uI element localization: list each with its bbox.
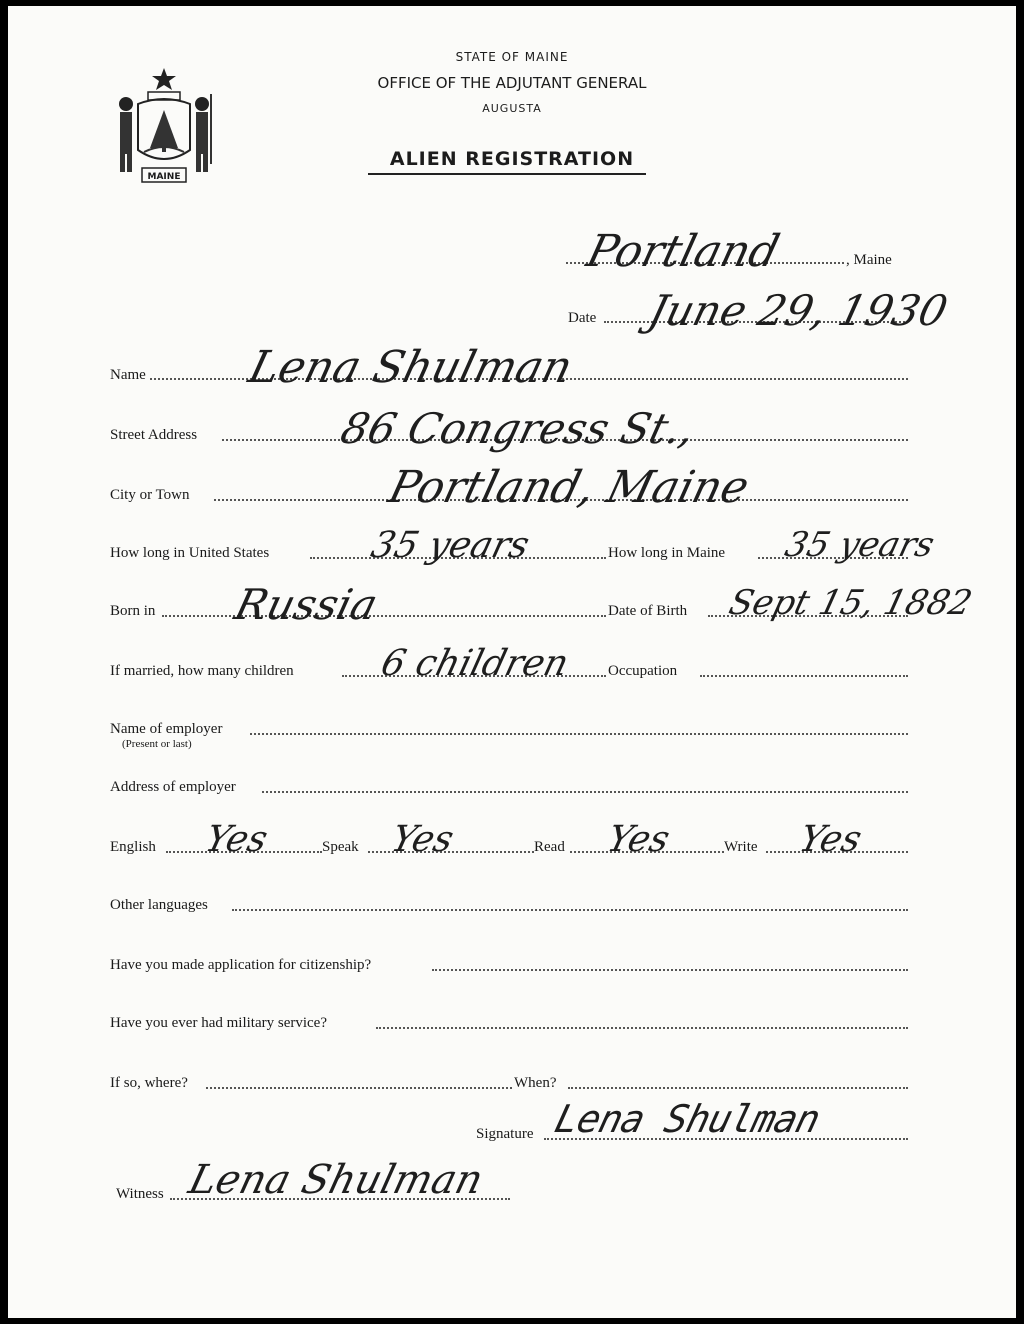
city-value: Portland, Maine (383, 462, 755, 513)
form-title: ALIEN REGISTRATION (389, 148, 635, 170)
where-label: If so, where? (110, 1075, 188, 1091)
children-row (0, 643, 1024, 692)
dob-value: Sept 15, 1882 (725, 583, 977, 623)
signature-value: Lena Shulman (550, 1097, 825, 1141)
city-row (0, 462, 1024, 516)
witness-label: Witness (116, 1186, 164, 1202)
title-underline (368, 173, 646, 175)
street-value: 86 Congress St., (336, 404, 701, 453)
other-languages-label: Other languages (110, 897, 208, 913)
speak-label: Speak (322, 839, 359, 855)
employer-address-label: Address of employer (110, 779, 236, 795)
children-value: 6 children (377, 643, 573, 684)
header-office: OFFICE OF THE ADJUTANT GENERAL (377, 74, 647, 92)
place-suffix: , Maine (846, 252, 892, 268)
other-languages-row (0, 888, 1024, 928)
dob-label: Date of Birth (608, 603, 688, 619)
occupation-label: Occupation (608, 663, 678, 679)
birth-row (0, 580, 1024, 632)
born-value: Russia (230, 580, 383, 629)
signature-label: Signature (476, 1126, 534, 1142)
witness-value: Lena Shulman (184, 1157, 488, 1203)
born-label: Born in (110, 603, 156, 619)
maine-value: 35 years (781, 525, 939, 565)
english-value: Yes (201, 819, 272, 860)
name-value: Lena Shulman (243, 342, 578, 393)
english-label: English (110, 839, 156, 855)
seal-banner-text: MAINE (147, 172, 181, 182)
read-label: Read (534, 839, 565, 855)
date-value: June 29, 1930 (644, 286, 953, 335)
city-label: City or Town (110, 487, 190, 503)
language-row (0, 819, 1024, 868)
employer-sublabel: (Present or last) (122, 738, 192, 750)
military-row (0, 1006, 1024, 1046)
maine-label: How long in Maine (608, 545, 726, 561)
when-label: When? (514, 1075, 557, 1091)
write-label: Write (724, 839, 758, 855)
street-row (0, 404, 1024, 456)
employer-row (0, 712, 1024, 752)
date-row (0, 286, 1024, 338)
name-row (0, 342, 1024, 396)
children-label: If married, how many children (110, 663, 294, 679)
place-value: Portland (581, 226, 785, 277)
name-label: Name (110, 367, 146, 383)
street-label: Street Address (110, 427, 198, 443)
where-when-row (0, 1066, 1024, 1106)
signature-row (0, 1097, 1024, 1156)
read-value: Yes (603, 819, 674, 860)
witness-row (0, 1157, 1024, 1214)
residence-row (0, 525, 1024, 574)
write-value: Yes (795, 819, 866, 860)
citizenship-row (0, 948, 1024, 988)
speak-value: Yes (387, 819, 458, 860)
employer-label: Name of employer (110, 721, 223, 737)
citizenship-label: Have you made application for citizenship? (110, 957, 372, 973)
us-label: How long in United States (110, 545, 270, 561)
employer-address-row (0, 770, 1024, 810)
military-label: Have you ever had military service? (110, 1015, 327, 1031)
us-value: 35 years (367, 525, 534, 566)
date-label: Date (568, 310, 597, 326)
place-row (0, 226, 1024, 280)
header-state: STATE OF MAINE (455, 50, 569, 64)
header-city: AUGUSTA (482, 102, 542, 115)
